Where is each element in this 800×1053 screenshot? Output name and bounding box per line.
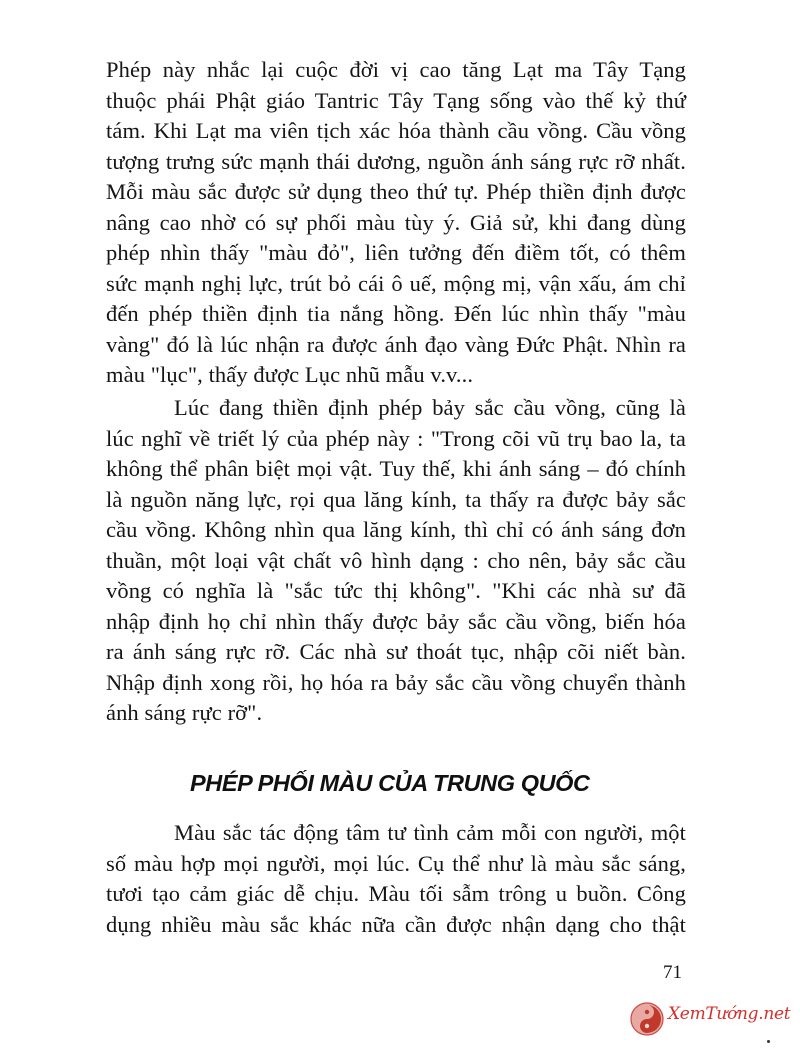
text-line: đến phép thiền định tia nắng hồng. Đến lúc nhìn thấy "màu (106, 301, 686, 326)
text-line: lúc nghĩ về triết lý của phép này : "Trong cõi vũ trụ bao la, ta (106, 425, 686, 451)
text-line: Lúc đang thiền định phép bảy sắc cầu vồng, cũng là (174, 395, 686, 420)
text-line: tám. Khi Lạt ma viên tịch xác hóa thành cầu vồng. Cầu vồng (106, 118, 686, 143)
section-heading: PHÉP PHỐI MÀU CỦA TRUNG QUỐC (190, 770, 590, 796)
text-line: tượng trưng sức mạnh thái dương, nguồn ánh sáng rực rỡ nhất. (106, 148, 686, 174)
text-line: là nguồn năng lực, rọi qua lăng kính, ta thấy ra được bảy sắc (106, 486, 686, 512)
text-line: ra ánh sáng rực rỡ. Các nhà sư thoát tục, nhập cõi niết bàn. (106, 639, 686, 664)
text-line: thuộc phái Phật giáo Tantric Tây Tạng sống vào thế kỷ thứ (106, 87, 686, 113)
text-line: Nhập định xong rồi, họ hóa ra bảy sắc cầu vồng chuyển thành (106, 669, 686, 695)
paragraph-rainbow-philosophy (106, 393, 686, 729)
text-line: tươi tạo cảm giác dễ chịu. Màu tối sẫm trông u buồn. Công (106, 881, 686, 906)
site-watermark[interactable] (630, 998, 800, 1038)
scan-speck (767, 1040, 770, 1043)
paragraph-chinese-colors (106, 818, 686, 940)
text-line: không thể phân biệt mọi vật. Tuy thế, khi ánh sáng – đó chính (106, 456, 686, 481)
text-line: dụng nhiều màu sắc khác nữa cần được nhận dạng cho thật (106, 911, 686, 937)
text-line: Màu sắc tác động tâm tư tình cảm mỗi con người, một (174, 820, 686, 845)
text-line: Phép này nhắc lại cuộc đời vị cao tăng Lạt ma Tây Tạng (106, 57, 686, 82)
text-line: cầu vồng. Không nhìn qua lăng kính, thì chỉ có ánh sáng đơn (106, 517, 686, 542)
text-line: sức mạnh nghị lực, trút bỏ cái ô uế, mộng mị, vận xấu, ám chỉ (106, 270, 686, 296)
page-number: 71 (663, 962, 682, 983)
text-line: thuần, một loại vật chất vô hình dạng : cho nên, bảy sắc cầu (106, 547, 686, 573)
text-line: nhập định họ chỉ nhìn thấy được bảy sắc cầu vồng, biến hóa (106, 608, 686, 634)
text-line: phép nhìn thấy "màu đỏ", liên tưởng đến điềm tốt, có thêm (106, 240, 686, 265)
text-line: số màu hợp mọi người, mọi lúc. Cụ thể như là màu sắc sáng, (106, 850, 686, 876)
text-line: vồng có nghĩa là "sắc tức thị không". "Khi các nhà sư đã (106, 578, 686, 603)
text-line: nâng cao nhờ có sự phối màu tùy ý. Giả sử, khi đang dùng (106, 209, 686, 235)
text-line: màu "lục", thấy được Lục nhũ mẫu v.v... (106, 362, 474, 387)
paragraph-rainbow-meditation (106, 55, 686, 391)
text-line: Mỗi màu sắc được sử dụng theo thứ tự. Phép thiền định được (106, 179, 686, 204)
watermark-brand-text: XemTướng.net (668, 1004, 791, 1024)
text-line: vàng" đó là lúc nhận ra được ánh đạo vàng Đức Phật. Nhìn ra (106, 331, 686, 357)
yin-yang-icon (630, 1002, 664, 1036)
text-line: ánh sáng rực rỡ". (106, 700, 263, 725)
